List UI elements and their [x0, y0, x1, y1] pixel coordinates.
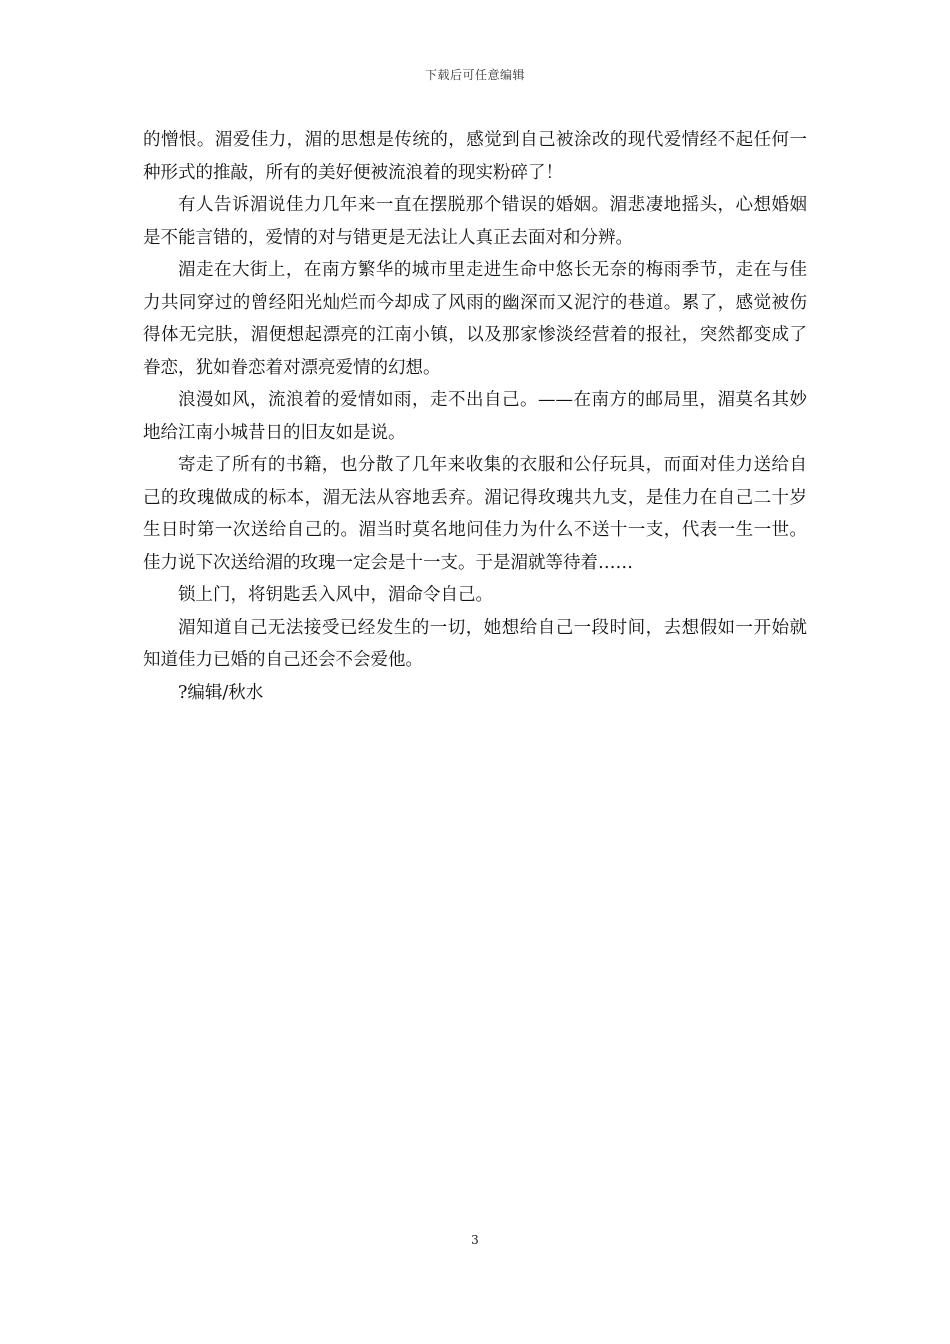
paragraph: 寄走了所有的书籍，也分散了几年来收集的衣服和公仔玩具，而面对佳力送给自己的玫瑰做成的标本，湄无法从容地丢弃。湄记得玫瑰共九支，是佳力在自己二十岁生日时第一次送给自己的。湄当时莫名地问佳力为什么不送十一支，代表一生一世。佳力说下次送给湄的玫瑰一定会是十一支。于是湄就等待着……	[143, 455, 807, 573]
editor-credit: ?编辑/秋水	[178, 682, 264, 703]
page-header: 下载后可任意编辑	[424, 68, 525, 82]
paragraph: 锁上门，将钥匙丢入风中，湄命令自己。	[178, 585, 493, 605]
body-text	[143, 124, 807, 709]
paragraph: 有人告诉湄说佳力几年来一直在摆脱那个错误的婚姻。湄悲凄地摇头，心想婚姻是不能言错的，爱情的对与错更是无法让人真正去面对和分辨。	[143, 195, 807, 248]
paragraph: 湄走在大街上，在南方繁华的城市里走进生命中悠长无奈的梅雨季节，走在与佳力共同穿过的曾经阳光灿烂而今却成了风雨的幽深而又泥泞的巷道。累了，感觉被伤得体无完肤，湄便想起漂亮的江南小镇，以及那家惨淡经营着的报社，突然都变成了眷恋，犹如眷恋着对漂亮爱情的幻想。	[143, 260, 807, 378]
paragraph: 浪漫如风，流浪着的爱情如雨，走不出自己。——在南方的邮局里，湄莫名其妙地给江南小城昔日的旧友如是说。	[143, 390, 807, 443]
paragraph: 湄知道自己无法接受已经发生的一切，她想给自己一段时间，去想假如一开始就知道佳力已婚的自己还会不会爱他。	[143, 617, 807, 670]
page-number: 3	[471, 1233, 479, 1247]
paragraph-continued: 的憎恨。湄爱佳力，湄的思想是传统的，感觉到自己被涂改的现代爱情经不起任何一种形式的推敲，所有的美好便被流浪着的现实粉碎了！	[143, 130, 807, 183]
